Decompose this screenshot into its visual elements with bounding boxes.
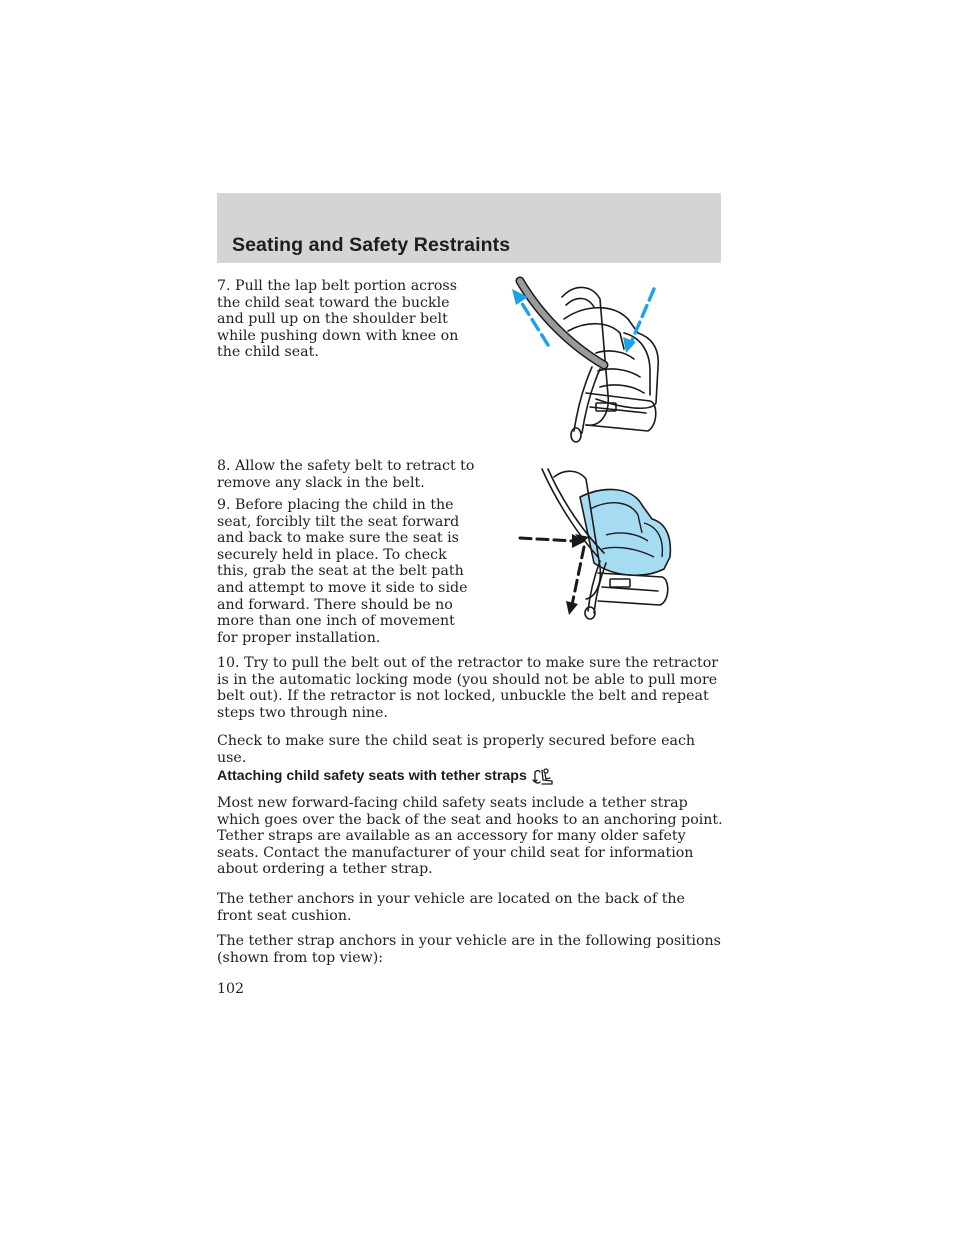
tether-section-heading: [217, 766, 554, 786]
tether-paragraph-2: The tether anchors in your vehicle are located on the back of the front seat cushion.: [217, 891, 685, 924]
child-seat-tighten-illustration: [500, 275, 670, 447]
step-7-text: 7. Pull the lap belt portion across the child seat toward the buckle and pull up on the shoulder belt while pushing down with knee on the child seat.: [217, 278, 459, 361]
step-10-text: 10. Try to pull the belt out of the retractor to make sure the retractor is in the automatic locking mode (you should not be able to pull more belt out). If the retractor is not locked, unbuckle the belt and repeat steps two through nine.: [217, 655, 719, 721]
step-9-text: 9. Before placing the child in the seat, forcibly tilt the seat forward and back to make sure the seat is securely held in place. To check this, grab the seat at the belt path and attempt to move it side to side and forward. There should be no more than one inch of movement for proper installation.: [217, 497, 468, 646]
check-note-text: Check to make sure the child seat is properly secured before each use.: [217, 733, 696, 766]
page-number: 102: [217, 981, 245, 997]
tether-paragraph-1: Most new forward-facing child safety seats include a tether strap which goes over the back of the seat and hooks to an anchoring point. Tether straps are available as an accessory for many older safety seats. Contact the manufacturer of your child seat for information about ordering a tether strap.: [217, 795, 723, 878]
section-header-band: [217, 193, 721, 263]
child-seat-tether-icon: [532, 766, 554, 786]
step-8-text: 8. Allow the safety belt to retract to remove any slack in the belt.: [217, 458, 475, 491]
section-title: Seating and Safety Restraints: [232, 234, 511, 256]
child-seat-movement-check-illustration: [514, 465, 674, 621]
tether-heading-label: Attaching child safety seats with tether straps: [217, 768, 527, 784]
tether-paragraph-3: The tether strap anchors in your vehicle are in the following positions (shown from top view):: [217, 933, 721, 966]
